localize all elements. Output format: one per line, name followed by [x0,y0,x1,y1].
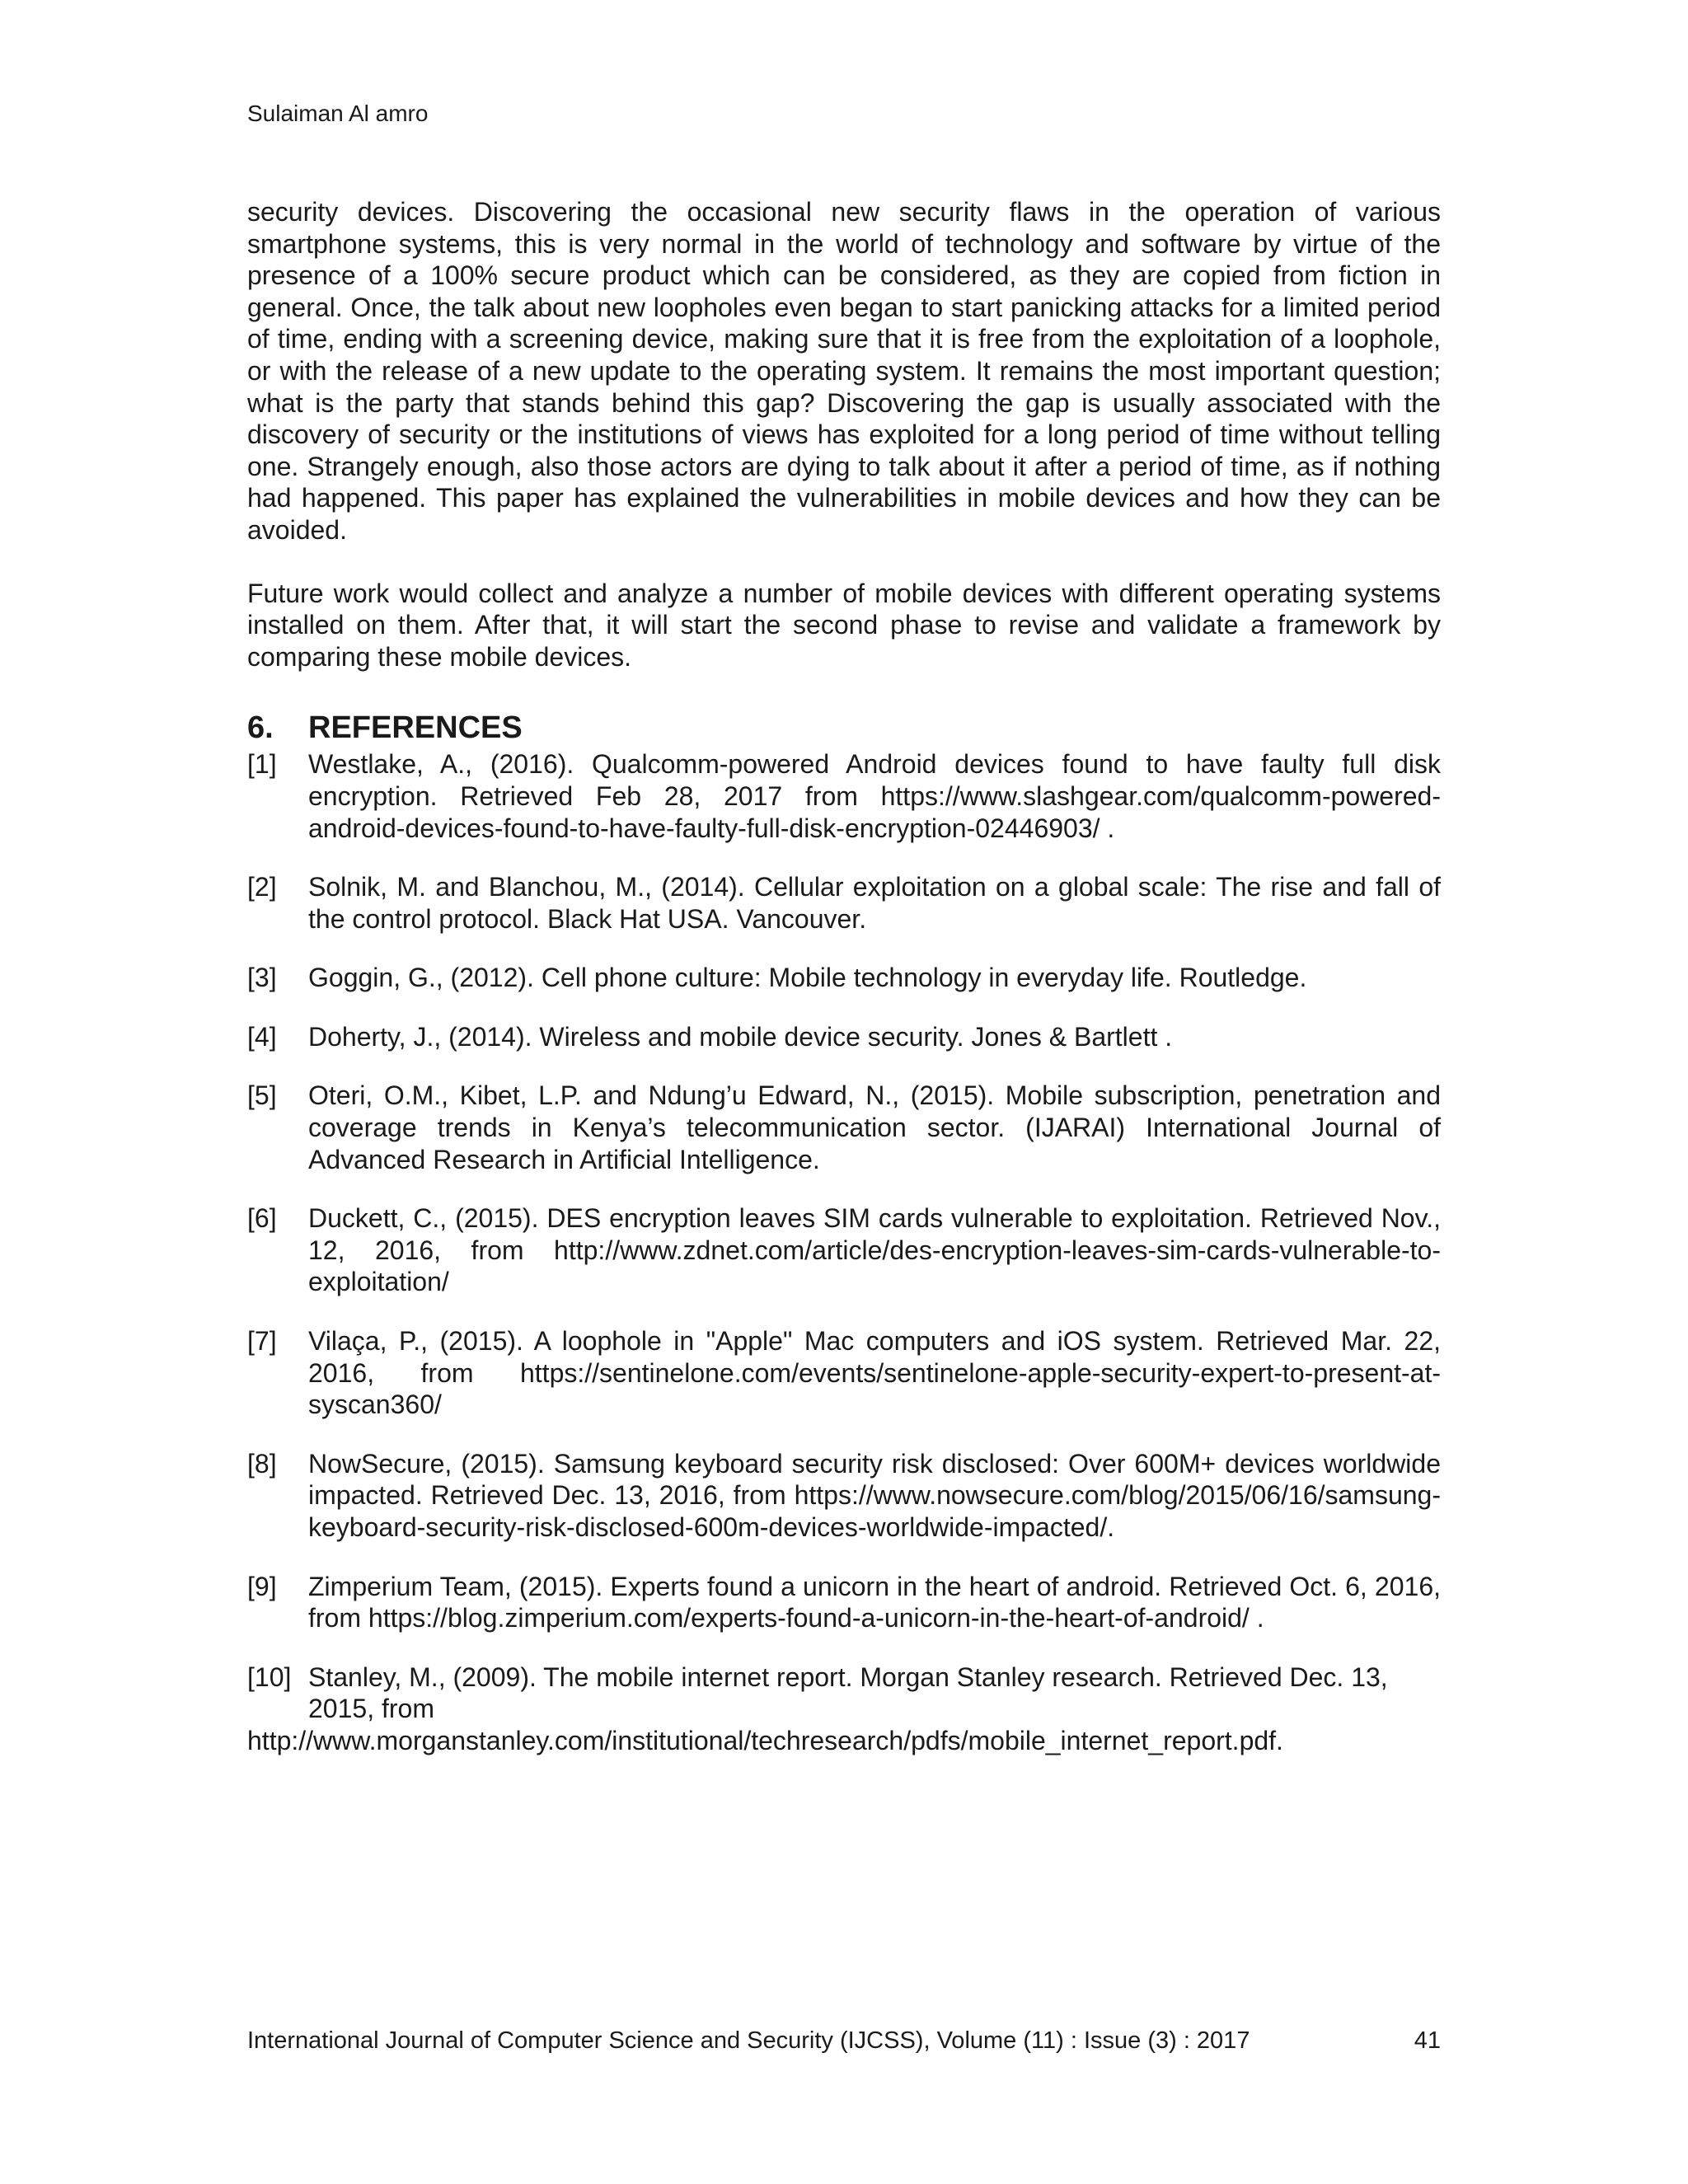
reference-text: Duckett, C., (2015). DES encryption leaves SIM cards vulnerable to exploitation. Retrieved Nov., 12, 2016, from http://www.zdnet.com/article/des-encryption-leaves-sim-cards-vulnerable-to-exploitation/ [308,1203,1441,1297]
reference-number: [8] [247,1448,277,1479]
reference-text: Doherty, J., (2014). Wireless and mobile device security. Jones & Bartlett . [308,1021,1173,1052]
reference-item [247,1021,1441,1053]
reference-number: [4] [247,1021,277,1052]
section-heading-references [247,709,1441,747]
reference-list [247,748,1441,1633]
reference-text: Westlake, A., (2016). Qualcomm-powered Android devices found to have faulty full disk encryption. Retrieved Feb 28, 2017 from https://www.slashgear.com/qualcomm-powered-android-devices-found-to-have-faulty-full-disk-encryption-02446903/ . [308,749,1441,843]
reference-text: Oteri, O.M., Kibet, L.P. and Ndung’u Edward, N., (2015). Mobile subscription, penetration and coverage trends in Kenya’s telecommunication sector. (IJARAI) International Journal of Advanced Research in Artificial Intelligence. [308,1080,1441,1174]
reference-text: Vilaça, P., (2015). A loophole in "Apple" Mac computers and iOS system. Retrieved Mar. 22, 2016, from https://sentinelone.com/events/sentinelone-apple-security-expert-to-present-at-syscan360/ [308,1326,1441,1420]
reference-item [247,962,1441,994]
reference-text: Solnik, M. and Blanchou, M., (2014). Cellular exploitation on a global scale: The rise and fall of the control protocol. Black Hat USA. Vancouver. [308,872,1441,934]
reference-url: http://www.morganstanley.com/institutional/techresearch/pdfs/mobile_internet_report.pdf. [247,1725,1283,1755]
reference-number: [10] [247,1661,292,1692]
reference-number: [5] [247,1080,277,1111]
reference-item [247,1448,1441,1544]
body-paragraph: Future work would collect and analyze a number of mobile devices with different operating systems installed on them. After that, it will start the second phase to revise and validate a framework by comparing these mobile devices. [247,578,1441,672]
section-number: 6. [247,710,274,746]
reference-item [247,1325,1441,1421]
reference-text: NowSecure, (2015). Samsung keyboard security risk disclosed: Over 600M+ devices worldwide impacted. Retrieved Dec. 13, 2016, from https://www.nowsecure.com/blog/2015/06/16/samsung-keyboard-security-risk-disclosed-600m-devices-worldwide-impacted/. [308,1448,1441,1542]
main-content [247,196,1441,1757]
reference-text: Goggin, G., (2012). Cell phone culture: Mobile technology in everyday life. Routledge. [308,963,1307,993]
reference-number: [1] [247,749,277,780]
reference-item [247,871,1441,935]
reference-text: Stanley, M., (2009). The mobile internet report. Morgan Stanley research. Retrieved Dec. 13, 2015, from [308,1661,1388,1724]
journal-citation: International Journal of Computer Science and Security (IJCSS), Volume (11) : Issue (3) : 2017 [247,2027,1250,2054]
reference-number: [7] [247,1326,277,1357]
reference-item [247,1080,1441,1175]
section-title: REFERENCES [308,710,523,746]
reference-number: [9] [247,1571,277,1601]
reference-item [247,1202,1441,1298]
running-head-author: Sulaiman Al amro [247,101,429,126]
reference-item [247,748,1441,844]
reference-text: Zimperium Team, (2015). Experts found a unicorn in the heart of android. Retrieved Oct. 6, 2016, from https://blog.zimperium.com/experts-found-a-unicorn-in-the-heart-of-android/ . [308,1571,1441,1633]
reference-number: [2] [247,872,277,902]
page-number: 41 [1414,2027,1441,2054]
body-paragraph: security devices. Discovering the occasional new security flaws in the operation of various smartphone systems, this is very normal in the world of technology and software by virtue of the presence of a 100% secure product which can be considered, as they are copied from fiction in general. Once, the talk about new loopholes even began to start panicking attacks for a limited period of time, ending with a screening device, making sure that it is free from the exploitation of a loophole, or with the release of a new update to the operating system. It remains the most important question; what is the party that stands behind this gap? Discovering the gap is usually associated with the discovery of security or the institutions of views has exploited for a long period of time without telling one. Strangely enough, also those actors are dying to talk about it after a period of time, as if nothing had happened. This paper has explained the vulnerabilities in mobile devices and how they can be avoided. [247,197,1441,545]
reference-item [247,1571,1441,1634]
reference-number: [6] [247,1203,277,1234]
reference-item-last [247,1661,1441,1757]
reference-number: [3] [247,963,277,993]
page-footer [247,2026,1441,2055]
